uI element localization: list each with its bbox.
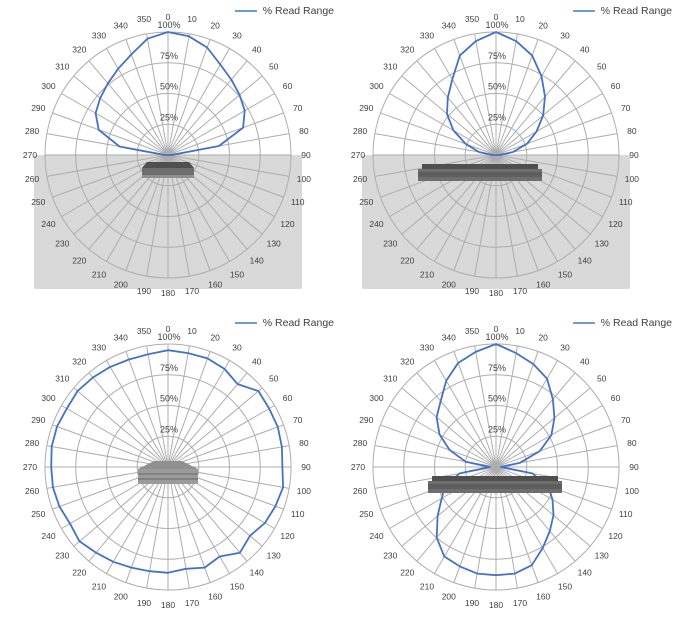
svg-text:60: 60 [282, 81, 293, 91]
svg-text:110: 110 [618, 197, 633, 208]
svg-text:210: 210 [419, 581, 435, 592]
legend-line-swatch [573, 10, 595, 12]
svg-text:340: 340 [441, 20, 456, 31]
svg-text:200: 200 [113, 591, 128, 602]
svg-text:210: 210 [91, 581, 107, 592]
svg-text:170: 170 [184, 597, 200, 608]
svg-text:100%: 100% [157, 332, 181, 342]
svg-text:20: 20 [538, 332, 548, 343]
svg-text:0: 0 [493, 324, 499, 334]
svg-text:110: 110 [290, 197, 305, 208]
svg-text:40: 40 [579, 356, 590, 367]
polar-chart-top-left [0, 0, 338, 312]
svg-text:100: 100 [624, 486, 639, 496]
svg-text:20: 20 [210, 20, 220, 31]
polar-chart-canvas-bottom-right [338, 312, 676, 624]
svg-text:220: 220 [72, 255, 87, 266]
svg-text:210: 210 [419, 269, 435, 280]
svg-text:230: 230 [383, 238, 398, 249]
antenna-image [428, 476, 562, 493]
svg-text:310: 310 [383, 373, 398, 384]
svg-text:130: 130 [594, 550, 609, 561]
svg-text:100: 100 [296, 486, 311, 496]
svg-text:130: 130 [594, 238, 609, 249]
svg-text:350: 350 [136, 14, 152, 25]
svg-text:320: 320 [400, 356, 415, 367]
svg-text:110: 110 [618, 509, 633, 520]
legend [573, 5, 672, 17]
svg-text:220: 220 [400, 567, 415, 578]
svg-text:0: 0 [493, 12, 499, 22]
radial-tick-labels [157, 332, 180, 434]
svg-text:160: 160 [208, 279, 223, 290]
svg-text:320: 320 [72, 44, 87, 55]
svg-text:70: 70 [620, 102, 631, 113]
legend-label: % Read Range [600, 5, 672, 17]
svg-text:200: 200 [441, 591, 456, 602]
svg-text:240: 240 [41, 531, 56, 541]
svg-text:170: 170 [184, 285, 200, 296]
svg-text:260: 260 [25, 174, 40, 184]
legend-line-swatch [573, 322, 595, 324]
svg-text:170: 170 [512, 597, 528, 608]
svg-text:150: 150 [229, 581, 245, 592]
legend-label: % Read Range [262, 5, 334, 17]
svg-text:220: 220 [72, 567, 87, 578]
svg-text:90: 90 [301, 150, 311, 160]
svg-text:200: 200 [113, 279, 128, 290]
svg-text:350: 350 [464, 326, 480, 337]
svg-text:50: 50 [268, 61, 279, 72]
svg-text:100: 100 [624, 174, 639, 184]
svg-text:230: 230 [383, 550, 398, 561]
svg-text:75%: 75% [487, 362, 507, 373]
svg-text:150: 150 [229, 269, 245, 280]
svg-text:110: 110 [290, 509, 305, 520]
svg-text:50%: 50% [487, 81, 507, 92]
svg-text:340: 340 [441, 332, 456, 343]
svg-text:40: 40 [579, 44, 590, 55]
radial-tick-labels [157, 20, 180, 122]
svg-text:80: 80 [299, 438, 309, 448]
svg-text:270: 270 [22, 150, 38, 160]
svg-text:270: 270 [350, 462, 366, 472]
svg-text:25%: 25% [159, 424, 179, 435]
svg-text:90: 90 [301, 462, 311, 472]
svg-text:10: 10 [515, 14, 525, 25]
svg-text:310: 310 [55, 61, 70, 72]
svg-text:330: 330 [419, 342, 435, 353]
svg-text:160: 160 [536, 591, 551, 602]
svg-text:180: 180 [160, 600, 176, 610]
svg-text:240: 240 [369, 219, 384, 229]
legend-label: % Read Range [262, 317, 334, 329]
svg-text:50%: 50% [487, 393, 507, 404]
svg-text:50: 50 [596, 61, 607, 72]
svg-text:70: 70 [620, 414, 631, 425]
svg-text:120: 120 [280, 531, 295, 541]
svg-text:40: 40 [251, 356, 262, 367]
svg-text:90: 90 [629, 150, 639, 160]
svg-text:170: 170 [512, 285, 528, 296]
svg-text:10: 10 [187, 14, 197, 25]
svg-text:30: 30 [560, 30, 570, 41]
svg-text:10: 10 [187, 326, 197, 337]
svg-text:100%: 100% [485, 20, 509, 30]
svg-text:25%: 25% [487, 112, 507, 123]
svg-text:340: 340 [113, 20, 128, 31]
legend [573, 317, 672, 329]
svg-text:250: 250 [359, 509, 374, 520]
svg-text:160: 160 [208, 591, 223, 602]
svg-text:80: 80 [627, 126, 637, 136]
svg-text:140: 140 [249, 255, 264, 266]
svg-text:230: 230 [55, 238, 70, 249]
svg-text:60: 60 [610, 393, 621, 403]
svg-text:75%: 75% [487, 50, 507, 61]
svg-text:260: 260 [353, 174, 368, 184]
svg-text:160: 160 [536, 279, 551, 290]
svg-text:75%: 75% [159, 362, 179, 373]
svg-text:350: 350 [136, 326, 152, 337]
svg-text:150: 150 [557, 581, 573, 592]
polar-grid [373, 344, 619, 590]
svg-text:0: 0 [165, 12, 171, 22]
legend [235, 5, 334, 17]
svg-text:120: 120 [608, 219, 623, 229]
legend-line-swatch [235, 322, 257, 324]
svg-text:290: 290 [359, 102, 374, 113]
svg-text:220: 220 [400, 255, 415, 266]
svg-text:270: 270 [350, 150, 366, 160]
svg-text:310: 310 [383, 61, 398, 72]
svg-text:30: 30 [232, 30, 242, 41]
svg-text:300: 300 [41, 81, 56, 91]
svg-text:210: 210 [91, 269, 107, 280]
svg-text:20: 20 [538, 20, 548, 31]
svg-text:25%: 25% [487, 424, 507, 435]
svg-text:50: 50 [596, 373, 607, 384]
antenna-image [138, 461, 198, 484]
svg-text:320: 320 [72, 356, 87, 367]
svg-text:25%: 25% [159, 112, 179, 123]
svg-text:330: 330 [91, 342, 107, 353]
svg-text:240: 240 [41, 219, 56, 229]
svg-text:250: 250 [359, 197, 374, 208]
svg-text:150: 150 [557, 269, 573, 280]
svg-text:180: 180 [488, 600, 504, 610]
svg-text:70: 70 [292, 102, 303, 113]
svg-text:300: 300 [369, 81, 384, 91]
svg-text:290: 290 [31, 102, 46, 113]
svg-text:100%: 100% [157, 20, 181, 30]
svg-text:200: 200 [441, 279, 456, 290]
svg-text:30: 30 [232, 342, 242, 353]
svg-text:40: 40 [251, 44, 262, 55]
svg-text:190: 190 [136, 285, 152, 296]
svg-text:280: 280 [353, 126, 368, 136]
svg-text:130: 130 [266, 238, 281, 249]
svg-text:330: 330 [91, 30, 107, 41]
svg-text:310: 310 [55, 373, 70, 384]
svg-text:60: 60 [610, 81, 621, 91]
polar-chart-canvas-top-right [338, 0, 676, 312]
svg-text:280: 280 [25, 438, 40, 448]
svg-text:280: 280 [25, 126, 40, 136]
svg-text:290: 290 [359, 414, 374, 425]
svg-text:180: 180 [160, 288, 176, 298]
svg-text:350: 350 [464, 14, 480, 25]
svg-text:10: 10 [515, 326, 525, 337]
svg-text:260: 260 [353, 486, 368, 496]
svg-text:60: 60 [282, 393, 293, 403]
svg-text:190: 190 [464, 597, 480, 608]
svg-text:120: 120 [608, 531, 623, 541]
svg-text:140: 140 [577, 567, 592, 578]
svg-text:100%: 100% [485, 332, 509, 342]
svg-text:250: 250 [31, 197, 46, 208]
svg-text:120: 120 [280, 219, 295, 229]
svg-text:270: 270 [22, 462, 38, 472]
svg-text:250: 250 [31, 509, 46, 520]
svg-text:330: 330 [419, 30, 435, 41]
svg-text:190: 190 [464, 285, 480, 296]
polar-chart-bottom-left [0, 312, 338, 624]
svg-text:90: 90 [629, 462, 639, 472]
svg-text:100: 100 [296, 174, 311, 184]
svg-text:240: 240 [369, 531, 384, 541]
svg-text:140: 140 [577, 255, 592, 266]
legend [235, 317, 334, 329]
svg-text:70: 70 [292, 414, 303, 425]
svg-text:80: 80 [299, 126, 309, 136]
svg-text:50%: 50% [159, 81, 179, 92]
svg-text:20: 20 [210, 332, 220, 343]
polar-chart-bottom-right [338, 312, 676, 624]
svg-text:130: 130 [266, 550, 281, 561]
svg-text:300: 300 [369, 393, 384, 403]
svg-text:190: 190 [136, 597, 152, 608]
antenna-image [418, 164, 542, 181]
svg-text:80: 80 [627, 438, 637, 448]
svg-text:280: 280 [353, 438, 368, 448]
svg-text:30: 30 [560, 342, 570, 353]
svg-text:340: 340 [113, 332, 128, 343]
svg-text:50%: 50% [159, 393, 179, 404]
legend-line-swatch [235, 10, 257, 12]
svg-text:0: 0 [165, 324, 171, 334]
svg-text:260: 260 [25, 486, 40, 496]
svg-text:75%: 75% [159, 50, 179, 61]
svg-text:290: 290 [31, 414, 46, 425]
svg-text:50: 50 [268, 373, 279, 384]
svg-text:180: 180 [488, 288, 504, 298]
svg-text:140: 140 [249, 567, 264, 578]
polar-chart-top-right [338, 0, 676, 312]
legend-label: % Read Range [600, 317, 672, 329]
svg-text:230: 230 [55, 550, 70, 561]
antenna-image [142, 162, 194, 178]
polar-chart-canvas-top-left [0, 0, 338, 312]
svg-text:300: 300 [41, 393, 56, 403]
svg-text:320: 320 [400, 44, 415, 55]
polar-chart-canvas-bottom-left [0, 312, 338, 624]
